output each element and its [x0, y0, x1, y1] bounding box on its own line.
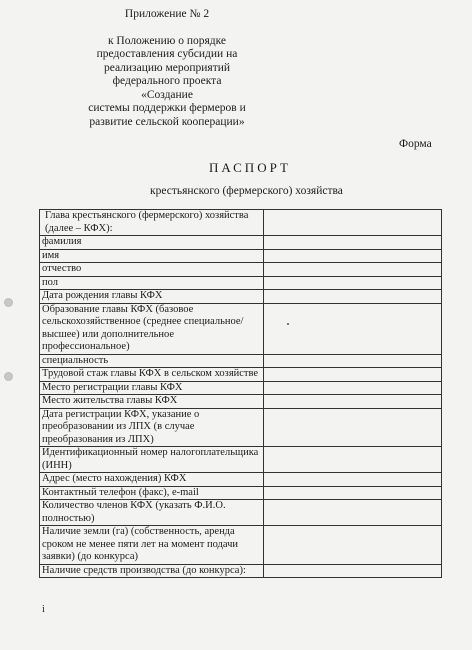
row-value-field[interactable] — [263, 210, 441, 236]
page-title: ПАСПОРТ — [209, 160, 291, 175]
row-label: Дата рождения главы КФХ — [40, 290, 264, 304]
row-value-field[interactable] — [263, 354, 441, 368]
table-row — [40, 408, 442, 447]
scan-speck — [287, 323, 289, 325]
table-row — [40, 447, 442, 473]
row-value-field[interactable] — [263, 381, 441, 395]
appendix-line: к Положению о порядке — [107, 34, 227, 47]
row-value-field[interactable] — [263, 276, 441, 290]
row-value-field[interactable] — [263, 263, 441, 277]
appendix-line: реализацию мероприятий — [103, 61, 231, 74]
appendix-number: Приложение № 2 — [124, 8, 210, 20]
row-value-field[interactable] — [263, 500, 441, 526]
row-label: Глава крестьянского (фермерского) хозяйства (далее – КФХ): — [40, 210, 264, 236]
row-label: фамилия — [40, 236, 264, 250]
row-label: пол — [40, 276, 264, 290]
row-value-field[interactable] — [263, 486, 441, 500]
appendix-line: развитие сельской кооперации» — [89, 115, 245, 128]
table-row — [40, 354, 442, 368]
table-row — [40, 290, 442, 304]
appendix-line: системы поддержки фермеров и — [88, 102, 246, 114]
table-row — [40, 249, 442, 263]
row-value-field[interactable] — [263, 395, 441, 409]
row-label: Образование главы КФХ (базовое сельскохозяйственное (среднее специальное/высшее) или дополнительное профессиональное) — [40, 303, 264, 354]
table-row — [40, 236, 442, 250]
row-value-field[interactable] — [263, 236, 441, 250]
row-value-field[interactable] — [263, 249, 441, 263]
row-value-field[interactable] — [263, 473, 441, 487]
row-label: Количество членов КФХ (указать Ф.И.О. полностью) — [40, 500, 264, 526]
table-row — [40, 526, 442, 565]
row-label: Место жительства главы КФХ — [40, 395, 264, 409]
table-row — [40, 381, 442, 395]
table-row — [40, 263, 442, 277]
row-label: Идентификационный номер налогоплательщика (ИНН) — [40, 447, 264, 473]
row-label: имя — [40, 249, 264, 263]
row-label: Контактный телефон (факс), e-mail — [40, 486, 264, 500]
page-subtitle: крестьянского (фермерского) хозяйства — [150, 185, 343, 197]
table-row — [40, 395, 442, 409]
row-value-field[interactable] — [263, 368, 441, 382]
row-label: Дата регистрации КФХ, указание о преобразовании из ЛПХ (в случае преобразования из ЛПХ) — [40, 408, 264, 447]
row-value-field[interactable] — [263, 290, 441, 304]
row-label: Место регистрации главы КФХ — [40, 381, 264, 395]
table-row — [40, 368, 442, 382]
appendix-line: предоставления субсидии на — [96, 48, 238, 60]
punch-hole — [4, 298, 13, 307]
table-row — [40, 303, 442, 354]
row-value-field[interactable] — [263, 526, 441, 565]
row-value-field[interactable] — [263, 447, 441, 473]
row-label: отчество — [40, 263, 264, 277]
table-row — [40, 486, 442, 500]
appendix-block — [86, 8, 248, 129]
form-label: Форма — [399, 138, 432, 150]
table-row — [40, 473, 442, 487]
table-row — [40, 564, 442, 578]
row-value-field[interactable] — [263, 408, 441, 447]
row-label: Наличие средств производства (до конкурса): — [40, 564, 264, 578]
table-row — [40, 210, 442, 236]
row-value-field[interactable] — [263, 303, 441, 354]
appendix-line: федерального проекта «Создание — [112, 75, 222, 101]
row-value-field[interactable] — [263, 564, 441, 578]
punch-hole — [4, 372, 13, 381]
row-label: Адрес (место нахождения) КФХ — [40, 473, 264, 487]
footer-mark: і — [42, 604, 45, 615]
row-label: специальность — [40, 354, 264, 368]
table-row — [40, 276, 442, 290]
row-label: Трудовой стаж главы КФХ в сельском хозяйстве — [40, 368, 264, 382]
row-label: Наличие земли (га) (собственность, аренда сроком не менее пяти лет на момент подачи заявки) (до конкурса) — [40, 526, 264, 565]
table-row — [40, 500, 442, 526]
passport-table — [39, 209, 442, 578]
